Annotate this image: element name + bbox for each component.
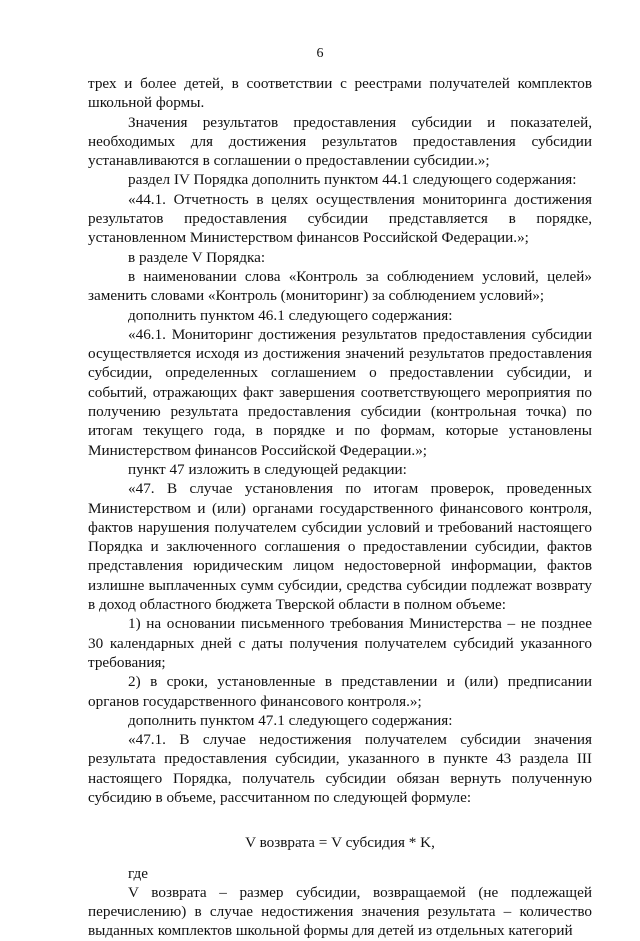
- paragraph: Значения результатов предоставления субсидии и показателей, необходимых для достижения результатов предоставления субсидии устанавливаются в соглашении о предоставлении субсидии.»;: [88, 113, 592, 170]
- paragraph: «47.1. В случае недостижения получателем субсидии значения результата предоставления субсидии, указанного в пункте 43 раздела III настоящего Порядка, получатель субсидии обязан вернуть полученную субсидию в объеме, рассчитанном по следующей формуле:: [88, 731, 592, 806]
- paragraph: дополнить пунктом 47.1 следующего содержания:: [128, 711, 453, 729]
- where-label: где: [128, 864, 148, 882]
- document-body: [88, 74, 592, 941]
- paragraph: 1) на основании письменного требования Министерства – не позднее 30 календарных дней с даты получения получателем субсидий указанного требования;: [88, 615, 592, 671]
- definition: V возврата – размер субсидии, возвращаемой (не подлежащей перечислению) в случае недостижения значения результата – количество выданных комплектов школьной формы для детей из отдельных категорий: [88, 883, 592, 940]
- page-number: 6: [316, 46, 324, 61]
- paragraph: дополнить пунктом 46.1 следующего содержания:: [128, 306, 453, 324]
- paragraph: в разделе V Порядка:: [128, 248, 266, 266]
- paragraph: трех и более детей, в соответствии с реестрами получателей комплектов школьной формы.: [88, 75, 592, 112]
- paragraph: раздел IV Порядка дополнить пунктом 44.1 следующего содержания:: [128, 171, 577, 189]
- paragraph: 2) в сроки, установленные в представлении и (или) предписании органов государственного финансового контроля.»;: [88, 673, 592, 710]
- paragraph: пункт 47 изложить в следующей редакции:: [128, 460, 407, 478]
- paragraph: в наименовании слова «Контроль за соблюдением условий, целей» заменить словами «Контроль (мониторинг) за соблюдением условий»;: [88, 267, 592, 305]
- paragraph: «46.1. Мониторинг достижения результатов предоставления субсидии осуществляется исходя из достижения значений результатов предоставления субсидии, определенных соглашением о предоставлении субсидии, и событий, отражающих факт завершения соответствующего мероприятия по получению результата предоставления субсидии (контрольная точка) по итогам текущего года, в порядке и по формам, которые установлены Министерством финансов Российской Федерации.»;: [88, 325, 592, 459]
- paragraph: «47. В случае установления по итогам проверок, проведенных Министерством и (или) органами государственного финансового контроля, фактов нарушения получателем субсидии условий и требований настоящего Порядка и заключенного соглашения о предоставлении субсидии, фактов представления юридическим лицом недостоверной информации, фактов излишне выплаченных сумм субсидии, средства субсидии подлежат возврату в доход областного бюджета Тверской области в полном объеме:: [88, 480, 592, 614]
- paragraph: «44.1. Отчетность в целях осуществления мониторинга достижения результатов предоставления субсидии представляется в порядке, установленном Министерством финансов Российской Федерации.»;: [88, 190, 592, 247]
- formula: V возврата = V субсидия * K,: [245, 834, 435, 852]
